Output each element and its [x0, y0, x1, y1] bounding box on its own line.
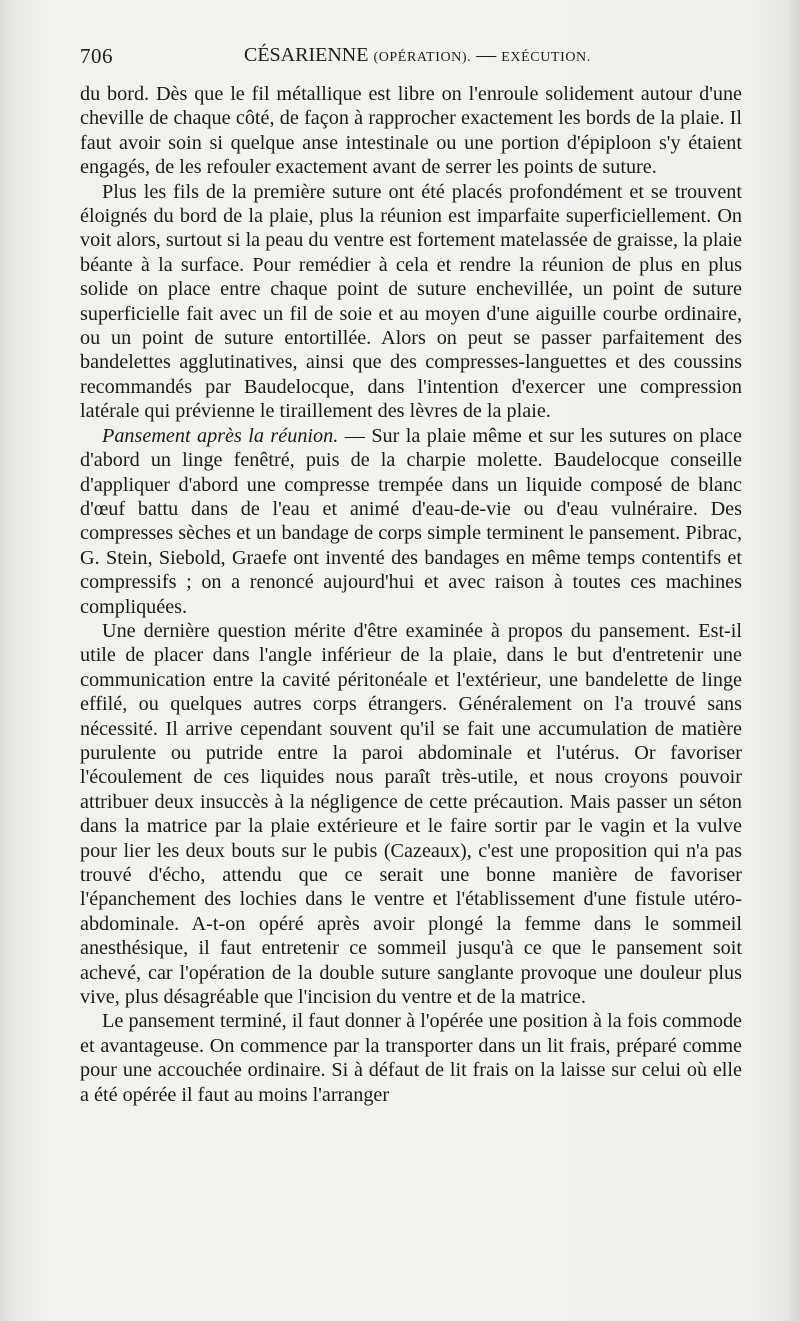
paragraph-suture: Plus les fils de la première suture ont été placés profondément et se trouvent éloignés du bord de la plaie, plus la réunion est imparfaite superficiellement. On voit alors, surtout si la peau du ventre est fortement matelassée de graisse, la plaie béante à la surface. Pour remédier à cela et rendre la réunion de plus en plus solide on place entre chaque point de suture enchevillée, un point de suture superficielle fait avec un fil de soie et au moyen d'une aiguille courbe ordinaire, ou un point de suture entortillée. Alors on peut se passer parfaitement des bandelettes agglutinatives, ainsi que des compresses-languettes et des coussins recommandés par Baudelocque, dans l'intention d'exercer une compression latérale qui prévienne le tiraillement des lèvres de la plaie.	[80, 180, 742, 423]
page-edge-shadow	[786, 0, 800, 1321]
running-title	[244, 44, 591, 67]
paragraph-position: Le pansement terminé, il faut donner à l'opérée une position à la fois commode et avantageuse. On commence par la transporter dans un lit frais, préparé comme pour une accouchée ordinaire. Si à défaut de lit frais on la laisse sur celui où elle a été opérée il faut au moins l'arranger	[80, 1010, 742, 1106]
paragraph-pansement	[80, 424, 742, 619]
paragraph-question: Une dernière question mérite d'être examinée à propos du pansement. Est-il utile de placer dans l'angle inférieur de la plaie, dans le but d'entretenir une communication entre la cavité péritonéale et l'extérieur, une bandelette de linge effilé, ou quelques autres corps étrangers. Généralement on l'a trouvé sans nécessité. Il arrive cependant souvent qu'il se fait une accumulation de matière purulente ou putride entre la paroi abdominale et l'utérus. Or favoriser l'écoulement de ces liquides nous paraît très-utile, et nous croyons pouvoir attribuer deux insuccès à la négligence de cette précaution. Mais passer un séton dans la matrice par la plaie extérieure et le faire sortir par le vagin et la vulve pour lier les deux bouts sur le pubis (Cazeaux), c'est une proposition qui n'a pas trouvé d'écho, attendu que ce serait une bonne manière de favoriser l'épanchement des lochies dans le ventre et l'établissement d'une fistule utéro-abdominale. A-t-on opéré après avoir plongé la femme dans le sommeil anesthésique, il faut entretenir ce sommeil jusqu'à ce que le pansement soit achevé, car l'opération de la double suture sanglante provoque une douleur plus vive, plus désagréable que l'incision du ventre et de la matrice.	[80, 619, 742, 1009]
paragraph-pansement-text: — Sur la plaie même et sur les sutures on place d'abord un linge fenêtré, puis de la charpie molette. Baudelocque conseille d'appliquer d'abord une compresse trempée dans un liquide composé de blanc d'œuf battu dans de l'eau et animé d'eau-de-vie ou d'eau vulnéraire. Des compresses sèches et un bandage de corps simple terminent le pansement. Pibrac, G. Stein, Siebold, Graefe ont inventé des bandages en même temps contentifs et compressifs ; on a renoncé aujourd'hui et avec raison à toutes ces machines compliquées.	[80, 424, 742, 618]
running-title-section: EXÉCUTION.	[501, 50, 591, 65]
running-header	[80, 44, 744, 74]
running-title-main: CÉSARIENNE	[244, 44, 369, 66]
body-text	[80, 82, 742, 1107]
running-title-paren: (OPÉRATION).	[373, 50, 472, 65]
running-title-dash: —	[476, 44, 497, 66]
paragraph-continuation: du bord. Dès que le fil métallique est libre on l'enroule solidement autour d'une cheville de chaque côté, de façon à rapprocher exactement les bords de la plaie. Il faut avoir soin si quelque anse intestinale ou une portion d'épiploon s'y étaient engagés, de les refouler exactement avant de serrer les points de suture.	[80, 83, 742, 179]
page-number: 706	[80, 44, 113, 68]
page-gutter-shadow	[0, 0, 18, 1321]
section-heading-italic: Pansement après la réunion.	[102, 424, 339, 447]
